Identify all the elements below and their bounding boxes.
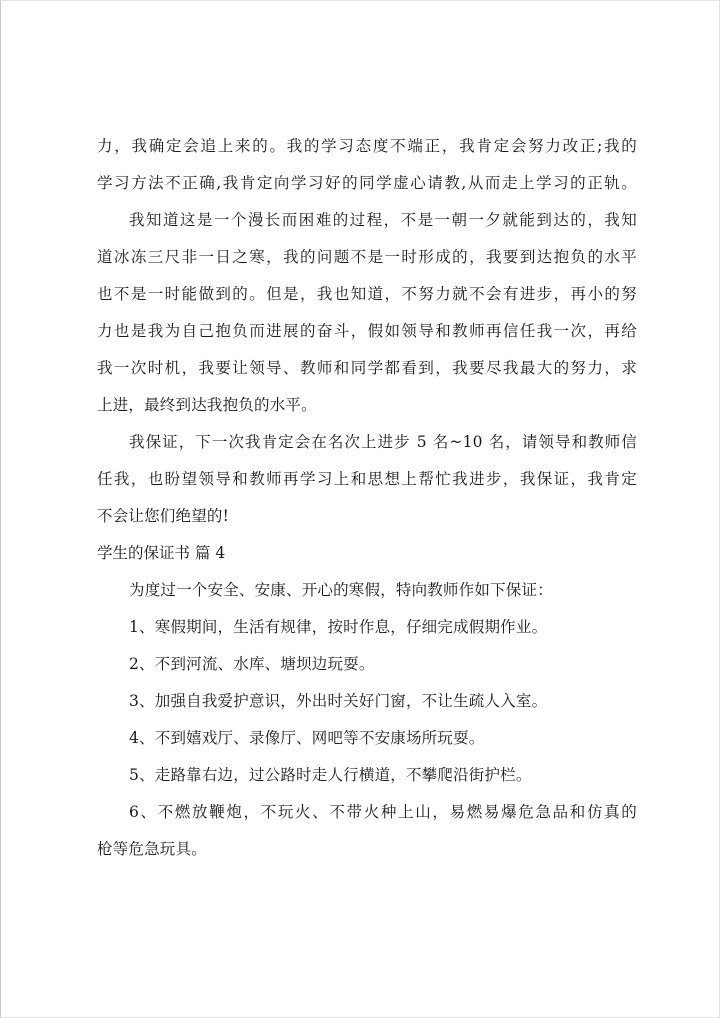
list-item: 6、不燃放鞭炮，不玩火、不带火种上山，易燃易爆危急品和仿真的	[129, 803, 637, 821]
list-item: 2、不到河流、水库、塘坝边玩耍。	[129, 655, 375, 673]
list-item: 4、不到嬉戏厅、录像厅、网吧等不安康场所玩耍。	[129, 729, 485, 747]
text-line: 上进，最终到达我抱负的水平。	[97, 396, 317, 414]
text-line: 学习方法不正确,我肯定向学习好的同学虚心请教,从而走上学习的正轨。	[97, 174, 637, 192]
paragraph-start-line: 我保证，下一次我肯定会在名次上进步 5 名~10 名，请领导和教师信	[129, 433, 637, 451]
paragraph-start-line: 我知道这是一个漫长而困难的过程，不是一朝一夕就能到达的，我知	[129, 211, 637, 229]
text-line: 不会让您们绝望的!	[97, 507, 230, 525]
document-body	[97, 128, 637, 868]
text-line: 道冰冻三尺非一日之寒，我的问题不是一时形成的，我要到达抱负的水平	[97, 248, 637, 266]
list-item: 5、走路靠右边，过公路时走人行横道，不攀爬沿街护栏。	[129, 766, 532, 784]
text-line: 力，我确定会追上来的。我的学习态度不端正，我肯定会努力改正;我的	[97, 137, 637, 155]
list-item: 1、寒假期间，生活有规律，按时作息，仔细完成假期作业。	[129, 618, 548, 636]
paragraph-start-line: 为度过一个安全、安康、开心的寒假，特向教师作如下保证：	[129, 581, 553, 599]
text-line: 枪等危急玩具。	[97, 840, 207, 858]
text-line: 我一次时机，我要让领导、教师和同学都看到，我要尽我最大的努力，求	[97, 359, 637, 377]
list-item: 3、加强自我爱护意识，外出时关好门窗，不让生疏人入室。	[129, 692, 548, 710]
text-line: 也不是一时能做到的。但是，我也知道，不努力就不会有进步，再小的努	[97, 285, 637, 303]
text-line: 任我，也盼望领导和教师再学习上和思想上帮忙我进步，我保证，我肯定	[97, 470, 637, 488]
text-line: 力也是我为自己抱负而进展的奋斗，假如领导和教师再信任我一次，再给	[97, 322, 637, 340]
section-heading: 学生的保证书 篇 4	[97, 544, 226, 562]
